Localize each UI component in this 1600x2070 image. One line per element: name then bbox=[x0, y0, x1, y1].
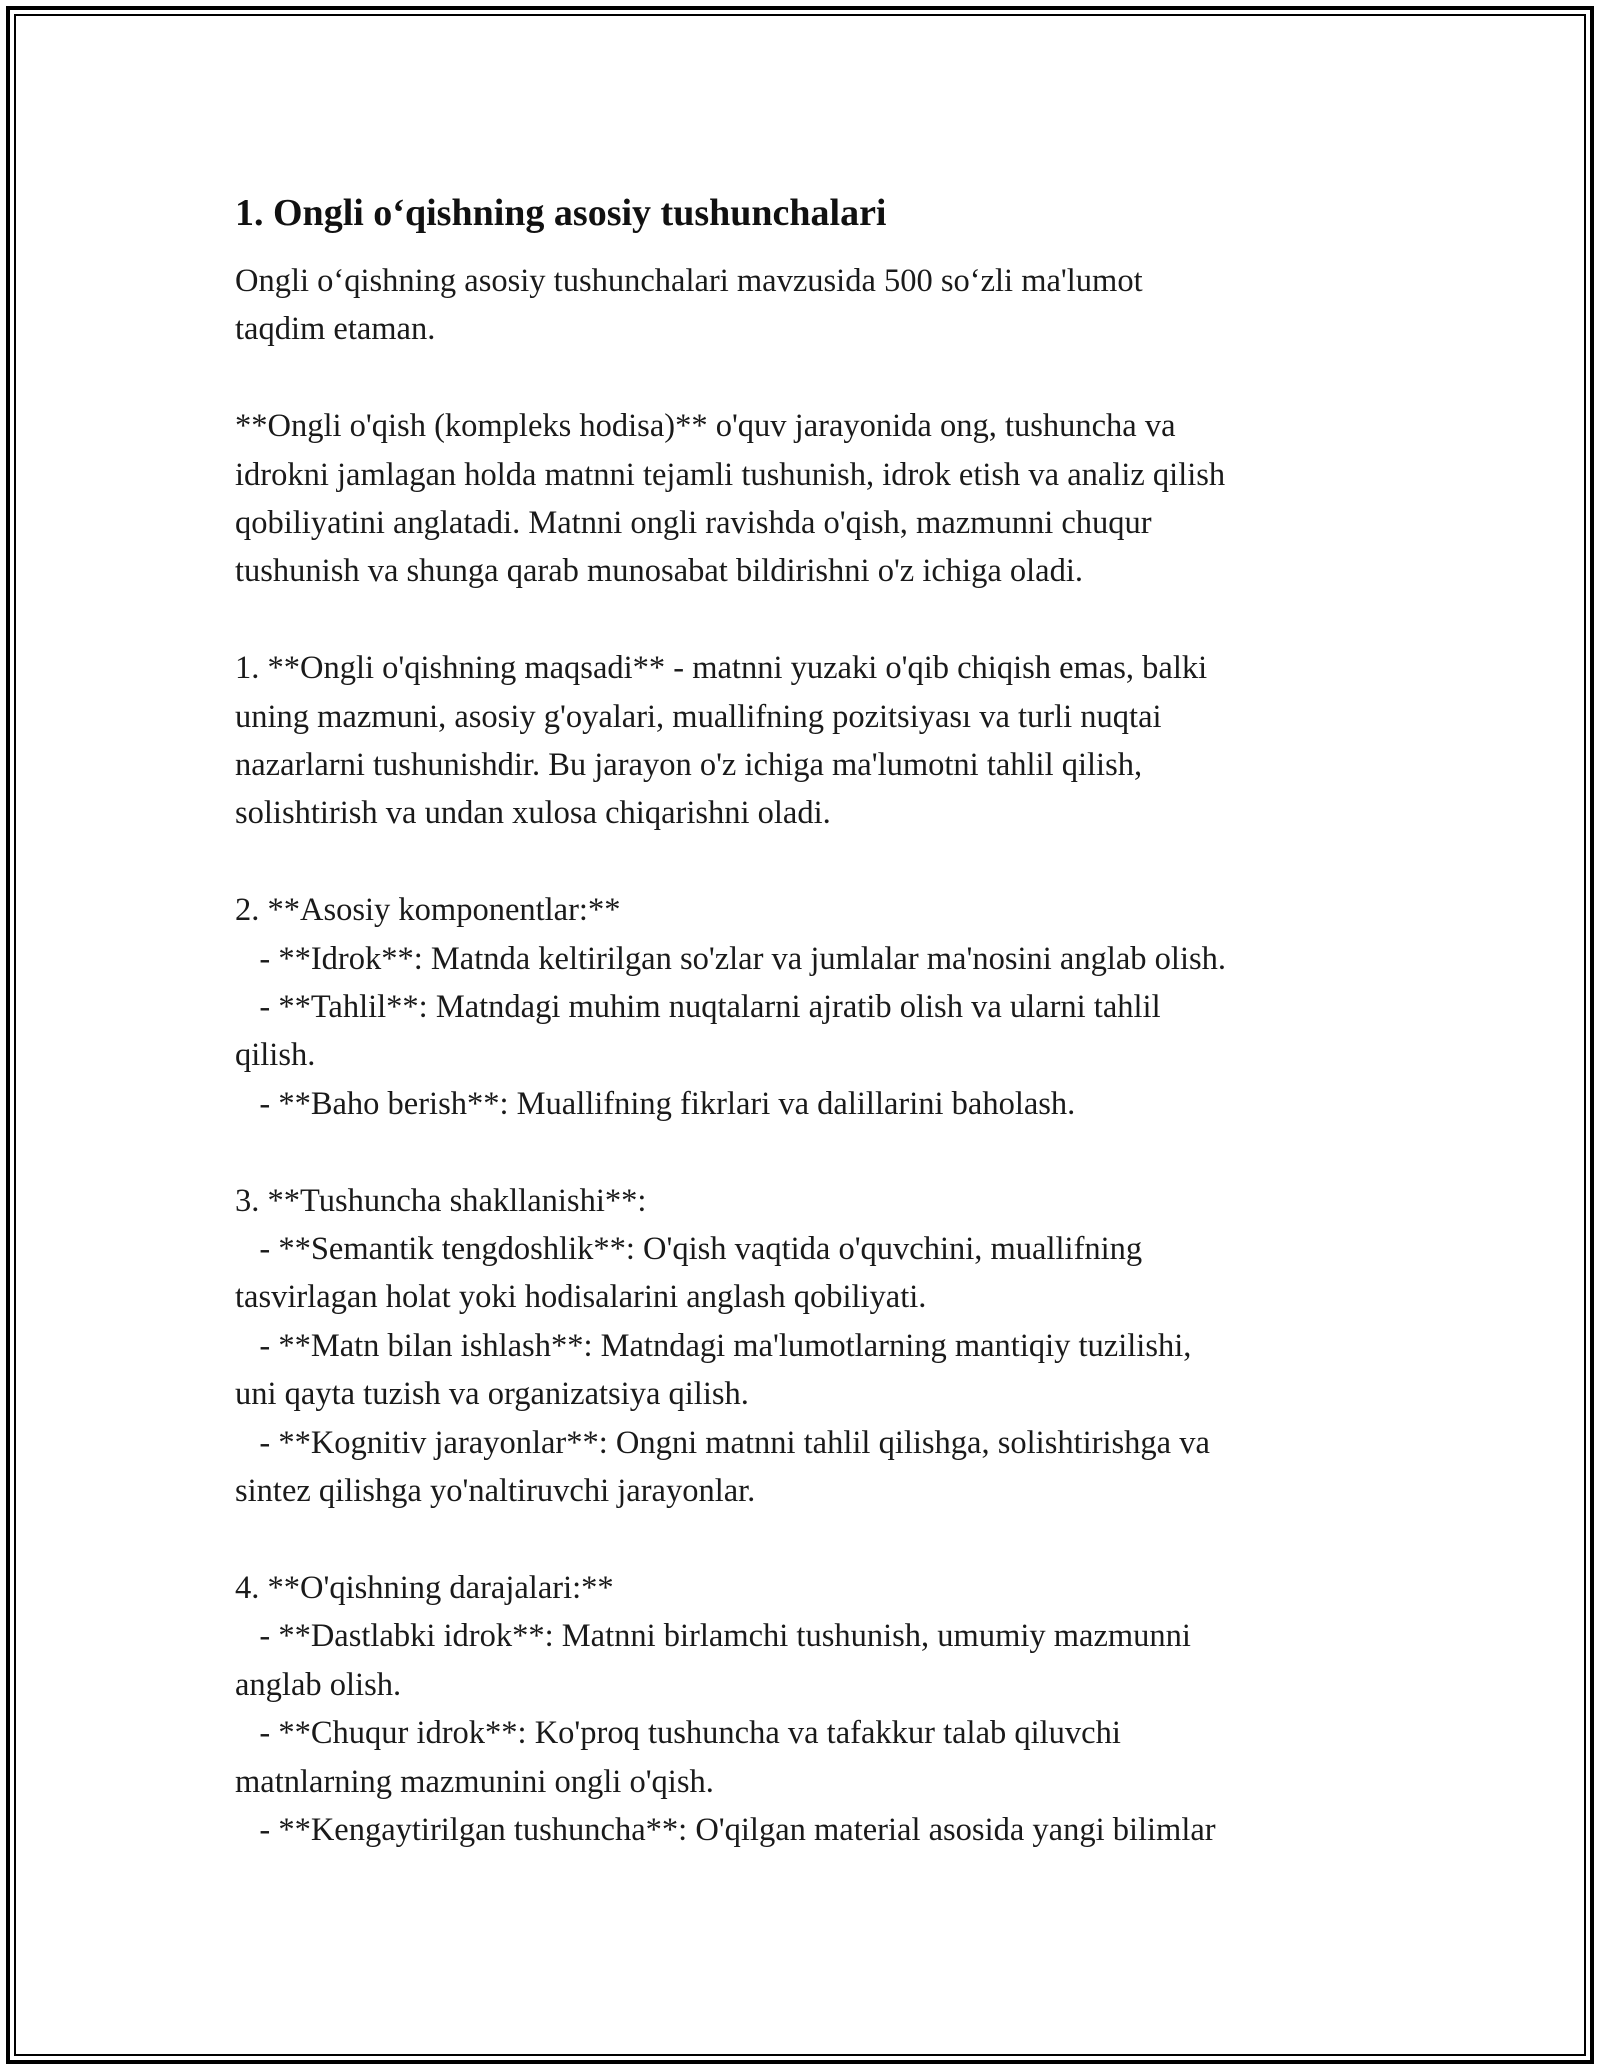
text-line: - **Chuqur idrok**: Ko'proq tushuncha va tafakkur talab qiluvchi bbox=[235, 1715, 1121, 1752]
text-line: tushunish va shunga qarab munosabat bildirishni o'z ichiga oladi. bbox=[235, 553, 1083, 590]
document-title: 1. Ongli o‘qishning asosiy tushunchalari bbox=[235, 192, 887, 234]
text-line: Ongli o‘qishning asosiy tushunchalari mavzusida 500 so‘zli ma'lumot bbox=[235, 263, 1143, 299]
text-line: nazarlarni tushunishdir. Bu jarayon o'z ichiga ma'lumotni tahlil qilish, bbox=[235, 747, 1143, 784]
text-line: - **Kengaytirilgan tushuncha**: O'qilgan material asosida yangi bilimlar bbox=[235, 1811, 1216, 1848]
text-line: uni qayta tuzish va organizatsiya qilish. bbox=[235, 1376, 749, 1413]
text-line: - **Semantik tengdoshlik**: O'qish vaqtida o'quvchini, muallifning bbox=[235, 1231, 1143, 1268]
text-line bbox=[235, 596, 1365, 644]
document-content bbox=[235, 185, 1365, 1854]
text-line: tasvirlagan holat yoki hodisalarini anglash qobiliyati. bbox=[235, 1279, 927, 1316]
text-line: uning mazmuni, asosiy g'oyalari, muallifning pozitsiyası va turli nuqtai bbox=[235, 698, 1162, 735]
text-line: 3. **Tushuncha shakllanishi**: bbox=[235, 1182, 647, 1219]
text-line: 4. **O'qishning darajalari:** bbox=[235, 1569, 614, 1606]
text-line: matnlarning mazmunini ongli o'qish. bbox=[235, 1763, 714, 1800]
text-line: - **Tahlil**: Matndagi muhim nuqtalarni ajratib olish va ularni tahlil bbox=[235, 989, 1161, 1026]
text-line: anglab olish. bbox=[235, 1666, 402, 1703]
text-line: - **Dastlabki idrok**: Matnni birlamchi tushunish, umumiy mazmunni bbox=[235, 1618, 1191, 1655]
text-line: taqdim etaman. bbox=[235, 311, 436, 348]
text-line: qobiliyatini anglatadi. Matnni ongli ravishda o'qish, mazmunni chuqur bbox=[235, 505, 1152, 542]
text-line: sintez qilishga yo'naltiruvchi jarayonlar. bbox=[235, 1473, 756, 1510]
text-line: qilish. bbox=[235, 1037, 316, 1074]
text-line: - **Idrok**: Matnda keltirilgan so'zlar va jumlalar ma'nosini anglab olish. bbox=[235, 940, 1226, 977]
text-line bbox=[235, 838, 1365, 886]
text-line bbox=[235, 1128, 1365, 1176]
text-line bbox=[235, 354, 1365, 402]
text-line: solishtirish va undan xulosa chiqarishni oladi. bbox=[235, 795, 831, 832]
text-line: idrokni jamlagan holda matnni tejamli tushunish, idrok etish va analiz qilish bbox=[235, 456, 1226, 493]
text-line: 2. **Asosiy komponentlar:** bbox=[235, 892, 621, 929]
document-body bbox=[235, 257, 1365, 1854]
text-line: **Ongli o'qish (kompleks hodisa)** o'quv jarayonida ong, tushuncha va bbox=[235, 408, 1176, 445]
text-line: - **Baho berish**: Muallifning fikrlari va dalillarini baholash. bbox=[235, 1085, 1076, 1122]
text-line: - **Matn bilan ishlash**: Matndagi ma'lumotlarning mantiqiy tuzilishi, bbox=[235, 1327, 1192, 1364]
text-line bbox=[235, 1516, 1365, 1564]
text-line: 1. **Ongli o'qishning maqsadi** - matnni yuzaki o'qib chiqish emas, balki bbox=[235, 650, 1208, 687]
text-line: - **Kognitiv jarayonlar**: Ongni matnni tahlil qilishga, solishtirishga va bbox=[235, 1424, 1210, 1461]
